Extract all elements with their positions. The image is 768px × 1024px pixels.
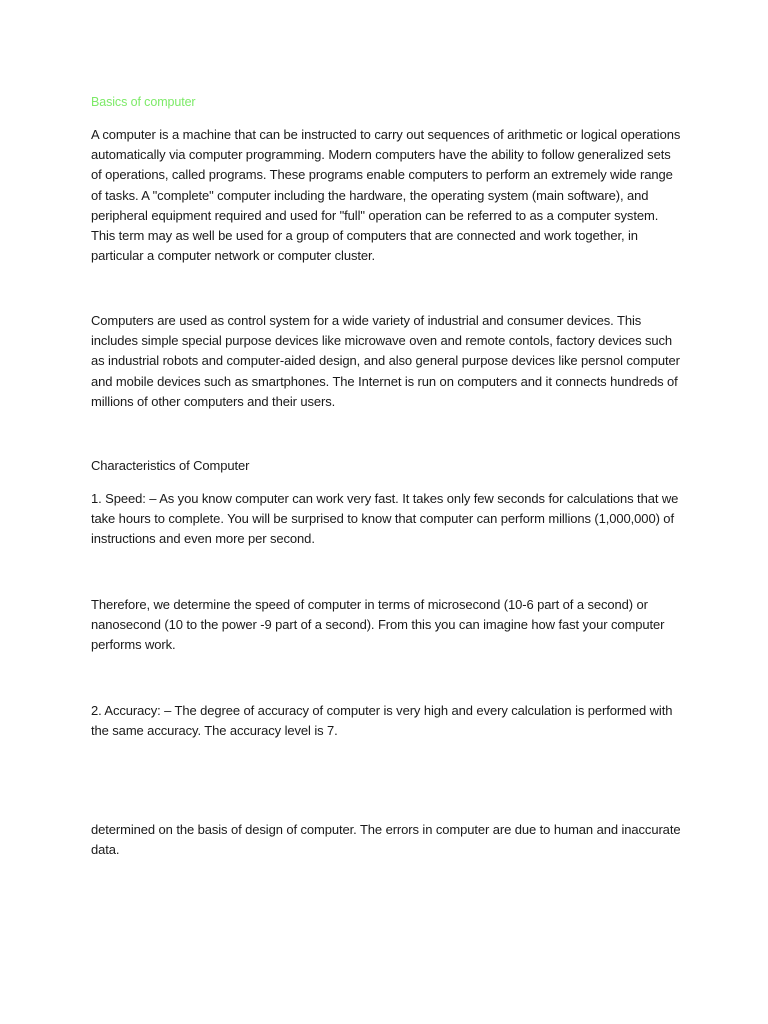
paragraph-speed-followup: Therefore, we determine the speed of computer in terms of microsecond (10-6 part of a second) or nanosecond (10 to the power -9 part of a second). From this you can imagine how fast your computer performs work.: [91, 597, 665, 653]
paragraph-accuracy-followup: determined on the basis of design of computer. The errors in computer are due to human and inaccurate data.: [91, 822, 681, 858]
paragraph-computer-definition: A computer is a machine that can be instructed to carry out sequences of arithmetic or logical operations automatically via computer programming. Modern computers have the ability to follow generalized sets of operations, called programs. These programs enable computers to perform an extremely wide range of tasks. A "complete" computer including the hardware, the operating system (main software), and peripheral equipment required and used for "full" operation can be referred to as a computer system. This term may as well be used for a group of computers that are connected and work together, in particular a computer network or computer cluster.: [91, 127, 681, 264]
paragraph-accuracy: 2. Accuracy: – The degree of accuracy of computer is very high and every calculation is performed with the same accuracy. The accuracy level is 7.: [91, 703, 673, 739]
paragraph-computer-uses: Computers are used as control system for a wide variety of industrial and consumer devices. This includes simple special purpose devices like microwave oven and remote contols, factory devices such as industrial robots and computer-aided design, and also general purpose devices like persnol computer and mobile devices such as smartphones. The Internet is run on computers and it connects hundreds of millions of other computers and their users.: [91, 313, 680, 409]
document-heading: Basics of computer: [91, 95, 196, 109]
paragraph-speed: 1. Speed: – As you know computer can work very fast. It takes only few seconds for calculations that we take hours to complete. You will be surprised to know that computer can perform millions (1,000,000) of instructions and even more per second.: [91, 491, 679, 547]
section-title-characteristics: Characteristics of Computer: [91, 458, 250, 473]
